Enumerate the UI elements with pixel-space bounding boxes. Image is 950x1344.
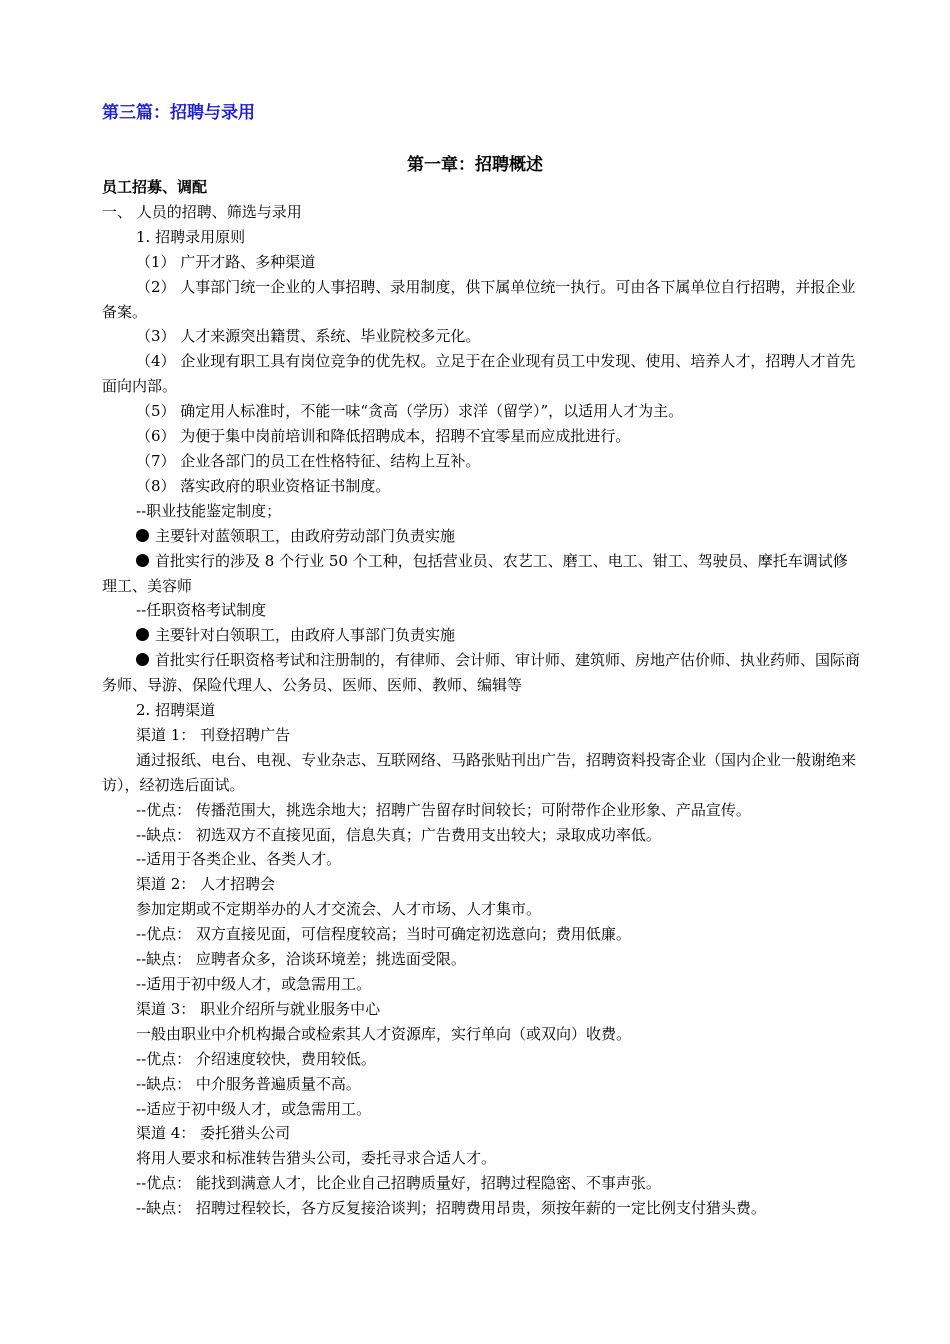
paragraph [102, 598, 862, 623]
paragraph [102, 1097, 862, 1122]
bullet-paragraph [102, 549, 862, 599]
paragraph-text: （4） 企业现有职工具有岗位竞争的优先权。立足于在企业现有员工中发现、使用、培养人才，招聘人才首先面向内部。 [102, 352, 856, 396]
paragraph [102, 847, 862, 872]
part-title: 第三篇：招聘与录用 [102, 103, 255, 123]
paragraph [102, 997, 862, 1022]
paragraph [102, 922, 862, 947]
paragraph-text: 渠道 4： 委托猎头公司 [136, 1124, 291, 1143]
paragraph-text: 一般由职业中介机构撮合或检索其人才资源库，实行单向（或双向）收费。 [136, 1024, 632, 1043]
paragraph-text: （1） 广开才路、多种渠道 [136, 252, 316, 271]
paragraph [102, 1121, 862, 1146]
paragraph-text: 主要针对白领职工，由政府人事部门负责实施 [155, 626, 456, 645]
paragraph [102, 972, 862, 997]
paragraph [102, 798, 862, 823]
paragraph-text: --适用于各类企业、各类人才。 [136, 850, 342, 869]
paragraph [102, 897, 862, 922]
paragraph-text: --缺点： 应聘者众多，洽谈环境差；挑选面受限。 [136, 950, 466, 969]
paragraph-text: 通过报纸、电台、电视、专业杂志、互联网络、马路张贴刊出广告，招聘资料投寄企业（国内企业一般谢绝来访），经初选后面试。 [102, 750, 857, 794]
paragraph-text: 首批实行的涉及 8 个行业 50 个工种，包括营业员、农艺工、磨工、电工、钳工、驾驶员、摩托车调试修理工、美容师 [102, 551, 848, 595]
paragraph-text: 渠道 3： 职业介绍所与就业服务中心 [136, 999, 381, 1018]
paragraph-text: --职业技能鉴定制度； [136, 501, 282, 520]
paragraph [102, 698, 862, 723]
paragraph-text: （8） 落实政府的职业资格证书制度。 [136, 476, 391, 495]
paragraph-text: 首批实行任职资格考试和注册制的，有律师、会计师、审计师、建筑师、房地产估价师、执业药师、国际商务师、导游、保险代理人、公务员、医师、医师、教师、编辑等 [102, 651, 861, 695]
paragraph-text: --优点： 能找到满意人才，比企业自己招聘质量好，招聘过程隐密、不事声张。 [136, 1174, 661, 1193]
paragraph [102, 399, 862, 424]
paragraph-text: 将用人要求和标准转告猎头公司，委托寻求合适人才。 [136, 1149, 497, 1168]
paragraph [102, 872, 862, 897]
chapter-title: 第一章：招聘概述 [407, 155, 543, 175]
paragraph [102, 349, 862, 399]
paragraph [102, 947, 862, 972]
paragraph-text: 参加定期或不定期举办的人才交流会、人才市场、人才集市。 [136, 900, 542, 919]
paragraph-text: --优点： 介绍速度较快，费用较低。 [136, 1049, 376, 1068]
document-body [102, 175, 862, 1221]
paragraph-text: 2. 招聘渠道 [136, 701, 216, 720]
paragraph-text: （3） 人才来源突出籍贯、系统、毕业院校多元化。 [136, 327, 481, 346]
bullet-paragraph [102, 524, 862, 549]
paragraph-text: --缺点： 中介服务普遍质量不高。 [136, 1074, 361, 1093]
paragraph [102, 1022, 862, 1047]
paragraph-list [102, 200, 862, 1221]
bullet-icon [136, 554, 149, 567]
bullet-icon [136, 529, 149, 542]
paragraph-text: （5） 确定用人标准时，不能一味“贪高（学历）求洋（留学）”，以适用人才为主。 [136, 402, 684, 421]
paragraph [102, 449, 862, 474]
paragraph-text: --适应于初中级人才，或急需用工。 [136, 1099, 372, 1118]
paragraph [102, 1047, 862, 1072]
paragraph [102, 1196, 862, 1221]
paragraph [102, 1171, 862, 1196]
paragraph-text: --缺点： 初选双方不直接见面，信息失真；广告费用支出较大；录取成功率低。 [136, 825, 661, 844]
section-title: 员工招募、调配 [102, 178, 208, 196]
paragraph [102, 823, 862, 848]
paragraph-text: 一、 人员的招聘、筛选与录用 [102, 202, 302, 221]
paragraph-text: --任职资格考试制度 [136, 601, 267, 620]
paragraph-text: --优点： 传播范围大，挑选余地大；招聘广告留存时间较长；可附带作企业形象、产品宣传。 [136, 800, 751, 819]
paragraph-text: 渠道 2： 人才招聘会 [136, 875, 276, 894]
paragraph-text: --适用于初中级人才，或急需用工。 [136, 975, 372, 993]
paragraph [102, 1146, 862, 1171]
paragraph-text: 渠道 1： 刊登招聘广告 [136, 725, 291, 744]
paragraph [102, 748, 862, 798]
paragraph-text: 1. 招聘录用原则 [136, 227, 246, 246]
paragraph-text: （2） 人事部门统一企业的人事招聘、录用制度，供下属单位统一执行。可由各下属单位自行招聘，并报企业备案。 [102, 277, 856, 321]
paragraph-text: 主要针对蓝领职工，由政府劳动部门负责实施 [155, 526, 456, 545]
paragraph [102, 1072, 862, 1097]
paragraph [102, 250, 862, 275]
paragraph [102, 474, 862, 499]
paragraph [102, 225, 862, 250]
bullet-paragraph [102, 623, 862, 648]
paragraph [102, 424, 862, 449]
paragraph-text: （6） 为便于集中岗前培训和降低招聘成本，招聘不宜零星而应成批进行。 [136, 427, 631, 446]
numbered-heading [102, 200, 862, 225]
paragraph [102, 499, 862, 524]
paragraph-text: --缺点： 招聘过程较长，各方反复接洽谈判；招聘费用昂贵，须按年薪的一定比例支付猎头费。 [136, 1199, 766, 1218]
bullet-icon [136, 628, 149, 641]
paragraph [102, 275, 862, 325]
paragraph-text: --优点： 双方直接见面，可信程度较高；当时可确定初选意向；费用低廉。 [136, 925, 631, 944]
paragraph [102, 723, 862, 748]
bullet-icon [136, 653, 149, 666]
paragraph-text: （7） 企业各部门的员工在性格特征、结构上互补。 [136, 451, 481, 470]
bullet-paragraph [102, 648, 862, 698]
paragraph [102, 324, 862, 349]
